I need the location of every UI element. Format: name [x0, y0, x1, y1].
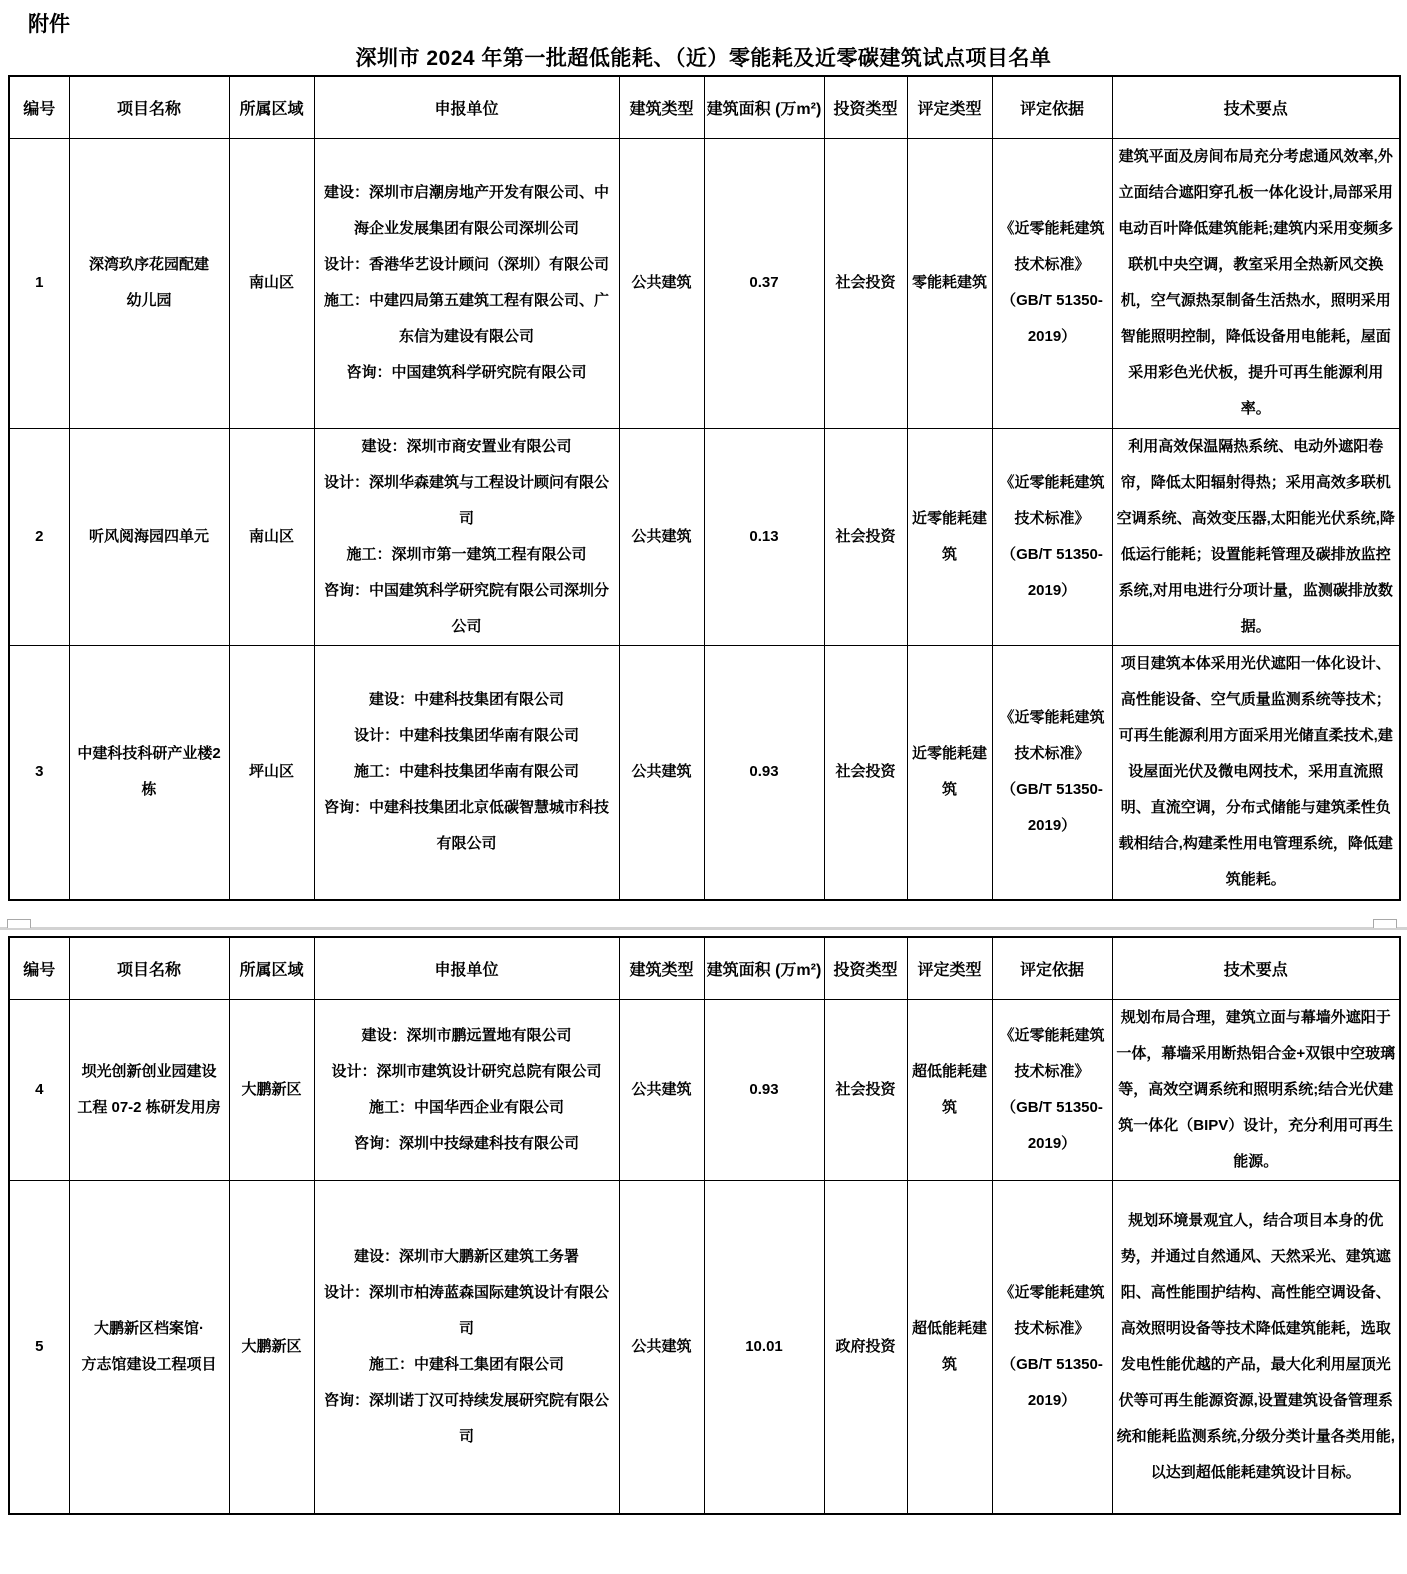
cell-investment-type: 社会投资	[824, 645, 907, 900]
document-title: 深圳市 2024 年第一批超低能耗、（近）零能耗及近零碳建筑试点项目名单	[355, 47, 1052, 70]
page-break-line	[0, 927, 1407, 930]
page-break-mark-right	[1373, 919, 1397, 928]
cell-rating-basis: 《近零能耗建筑技术标准》（GB/T 51350-2019）	[992, 999, 1112, 1180]
cell-investment-type: 社会投资	[824, 428, 907, 645]
project-name-line: 方志馆建设工程项目	[81, 1355, 217, 1373]
col-header-id: 编号	[9, 937, 69, 999]
applicant-unit-line: 施工：中国华西企业有限公司	[368, 1098, 564, 1116]
col-header-district: 所属区域	[229, 937, 314, 999]
cell-floor-area: 10.01	[704, 1180, 824, 1514]
applicant-unit-line: 咨询：深圳诺丁汉可持续发展研究院有限公司	[323, 1391, 609, 1445]
col-header-floor-area: 建筑面积 (万m²)	[704, 937, 824, 999]
table-row	[9, 1180, 1400, 1514]
cell-district: 坪山区	[229, 645, 314, 900]
cell-investment-type: 社会投资	[824, 138, 907, 428]
project-name-line: 工程 07-2 栋研发用房	[77, 1098, 221, 1116]
projects-table-page-2	[8, 936, 1401, 1515]
col-header-district: 所属区域	[229, 76, 314, 138]
cell-project-name	[69, 999, 229, 1180]
applicant-unit-line: 建设：中建科技集团有限公司	[368, 691, 564, 709]
cell-building-type: 公共建筑	[619, 1180, 704, 1514]
applicant-unit-line: 设计：中建科技集团华南有限公司	[353, 727, 579, 745]
applicant-unit-line: 施工：中建科工集团有限公司	[368, 1355, 564, 1373]
table-header	[9, 76, 1400, 138]
cell-project-name	[69, 428, 229, 645]
applicant-unit-line: 建设：深圳市鹏远置地有限公司	[361, 1026, 572, 1044]
cell-id: 2	[9, 428, 69, 645]
table-header	[9, 937, 1400, 999]
cell-building-type: 公共建筑	[619, 138, 704, 428]
applicant-unit-line: 建设：深圳市大鹏新区建筑工务署	[353, 1247, 579, 1265]
cell-id: 5	[9, 1180, 69, 1514]
table-row	[9, 645, 1400, 900]
applicant-unit-line: 施工：深圳市第一建筑工程有限公司	[346, 545, 587, 563]
cell-rating-basis: 《近零能耗建筑技术标准》（GB/T 51350-2019）	[992, 1180, 1112, 1514]
cell-rating-type: 近零能耗建筑	[907, 428, 992, 645]
project-name-line: 听风阅海园四单元	[88, 527, 209, 545]
cell-building-type: 公共建筑	[619, 645, 704, 900]
cell-district: 南山区	[229, 428, 314, 645]
col-header-floor-area: 建筑面积 (万m²)	[704, 76, 824, 138]
table-row	[9, 428, 1400, 645]
cell-technical-points: 建筑平面及房间布局充分考虑通风效率,外立面结合遮阳穿孔板一体化设计,局部采用电动百叶降低建筑能耗;建筑内采用变频多联机中央空调，教室采用全热新风交换机，空气源热泵制备生活热水，照明采用智能照明控制，降低设备用电能耗，屋面采用彩色光伏板，提升可再生能源利用率。	[1112, 138, 1400, 428]
project-name-line: 中建科技科研产业楼2栋	[77, 745, 221, 799]
cell-id: 1	[9, 138, 69, 428]
col-header-id: 编号	[9, 76, 69, 138]
cell-applicant-units	[314, 428, 619, 645]
cell-investment-type: 社会投资	[824, 999, 907, 1180]
applicant-unit-line: 设计：深圳市柏涛蓝森国际建筑设计有限公司	[323, 1283, 609, 1337]
applicant-unit-line: 设计：深圳华森建筑与工程设计顾问有限公司	[323, 473, 609, 527]
col-header-rating-basis: 评定依据	[992, 937, 1112, 999]
applicant-unit-line: 施工：中建科技集团华南有限公司	[353, 763, 579, 781]
cell-technical-points: 规划环境景观宜人，结合项目本身的优势，并通过自然通风、天然采光、建筑遮阳、高性能围护结构、高性能空调设备、高效照明设备等技术降低建筑能耗，选取发电性能优越的产品，最大化利用屋顶光伏等可再生能源资源,设置建筑设备管理系统和能耗监测系统,分级分类计量各类用能,以达到超低能耗建筑设计目标。	[1112, 1180, 1400, 1514]
cell-floor-area: 0.93	[704, 999, 824, 1180]
cell-project-name	[69, 1180, 229, 1514]
col-header-investment-type: 投资类型	[824, 76, 907, 138]
applicant-unit-line: 咨询：深圳中技绿建科技有限公司	[353, 1134, 579, 1152]
projects-table-page-1	[8, 75, 1401, 901]
applicant-unit-line: 建设：深圳市商安置业有限公司	[361, 437, 572, 455]
cell-id: 4	[9, 999, 69, 1180]
cell-floor-area: 0.13	[704, 428, 824, 645]
cell-rating-basis: 《近零能耗建筑技术标准》（GB/T 51350-2019）	[992, 645, 1112, 900]
cell-rating-type: 近零能耗建筑	[907, 645, 992, 900]
page-break-mark-left	[7, 919, 31, 928]
col-header-rating-type: 评定类型	[907, 937, 992, 999]
applicant-unit-line: 施工：中建四局第五建筑工程有限公司、广东信为建设有限公司	[323, 292, 609, 345]
applicant-unit-line: 咨询：中国建筑科学研究院有限公司	[346, 364, 587, 381]
col-header-project-name: 项目名称	[69, 76, 229, 138]
cell-investment-type: 政府投资	[824, 1180, 907, 1514]
col-header-rating-type: 评定类型	[907, 76, 992, 138]
col-header-technical-points: 技术要点	[1112, 937, 1400, 999]
cell-rating-basis: 《近零能耗建筑技术标准》（GB/T 51350-2019）	[992, 428, 1112, 645]
header-row	[9, 937, 1400, 999]
cell-district: 南山区	[229, 138, 314, 428]
cell-applicant-units	[314, 999, 619, 1180]
project-name-line: 幼儿园	[126, 292, 172, 309]
cell-district: 大鹏新区	[229, 1180, 314, 1514]
project-name-line: 坝光创新创业园建设	[81, 1062, 217, 1080]
cell-rating-basis: 《近零能耗建筑技术标准》（GB/T 51350-2019）	[992, 138, 1112, 428]
cell-applicant-units	[314, 1180, 619, 1514]
col-header-project-name: 项目名称	[69, 937, 229, 999]
cell-technical-points: 利用高效保温隔热系统、电动外遮阳卷帘，降低太阳辐射得热；采用高效多联机空调系统、高效变压器,太阳能光伏系统,降低运行能耗；设置能耗管理及碳排放监控系统,对用电进行分项计量，监测碳排放数据。	[1112, 428, 1400, 645]
cell-technical-points: 项目建筑本体采用光伏遮阳一体化设计、高性能设备、空气质量监测系统等技术；可再生能源利用方面采用光储直柔技术,建设屋面光伏及微电网技术，采用直流照明、直流空调，分布式储能与建筑柔性负载相结合,构建柔性用电管理系统，降低建筑能耗。	[1112, 645, 1400, 900]
cell-building-type: 公共建筑	[619, 428, 704, 645]
applicant-unit-line: 设计：深圳市建筑设计研究总院有限公司	[331, 1062, 602, 1080]
applicant-unit-line: 设计：香港华艺设计顾问（深圳）有限公司	[323, 256, 609, 273]
attachment-label: 附件	[28, 13, 70, 36]
cell-rating-type: 超低能耗建筑	[907, 1180, 992, 1514]
applicant-unit-line: 咨询：中建科技集团北京低碳智慧城市科技有限公司	[323, 799, 609, 853]
cell-applicant-units	[314, 138, 619, 428]
cell-rating-type: 零能耗建筑	[907, 138, 992, 428]
header-row	[9, 76, 1400, 138]
cell-rating-type: 超低能耗建筑	[907, 999, 992, 1180]
col-header-investment-type: 投资类型	[824, 937, 907, 999]
cell-district: 大鹏新区	[229, 999, 314, 1180]
cell-project-name	[69, 645, 229, 900]
col-header-building-type: 建筑类型	[619, 76, 704, 138]
cell-technical-points: 规划布局合理，建筑立面与幕墙外遮阳于一体，幕墙采用断热铝合金+双银中空玻璃等，高效空调系统和照明系统;结合光伏建筑一体化（BIPV）设计，充分利用可再生能源。	[1112, 999, 1400, 1180]
cell-id: 3	[9, 645, 69, 900]
cell-applicant-units	[314, 645, 619, 900]
col-header-technical-points: 技术要点	[1112, 76, 1400, 138]
cell-floor-area: 0.93	[704, 645, 824, 900]
cell-project-name	[69, 138, 229, 428]
applicant-unit-line: 建设：深圳市启潮房地产开发有限公司、中海企业发展集团有限公司深圳公司	[323, 184, 609, 237]
project-name-line: 大鹏新区档案馆·	[94, 1319, 204, 1337]
project-name-line: 深湾玖序花园配建	[88, 256, 209, 273]
cell-floor-area: 0.37	[704, 138, 824, 428]
col-header-applicant-units: 申报单位	[314, 76, 619, 138]
cell-building-type: 公共建筑	[619, 999, 704, 1180]
col-header-rating-basis: 评定依据	[992, 76, 1112, 138]
table-row	[9, 999, 1400, 1180]
col-header-applicant-units: 申报单位	[314, 937, 619, 999]
table-row	[9, 138, 1400, 428]
applicant-unit-line: 咨询：中国建筑科学研究院有限公司深圳分公司	[323, 581, 609, 635]
col-header-building-type: 建筑类型	[619, 937, 704, 999]
